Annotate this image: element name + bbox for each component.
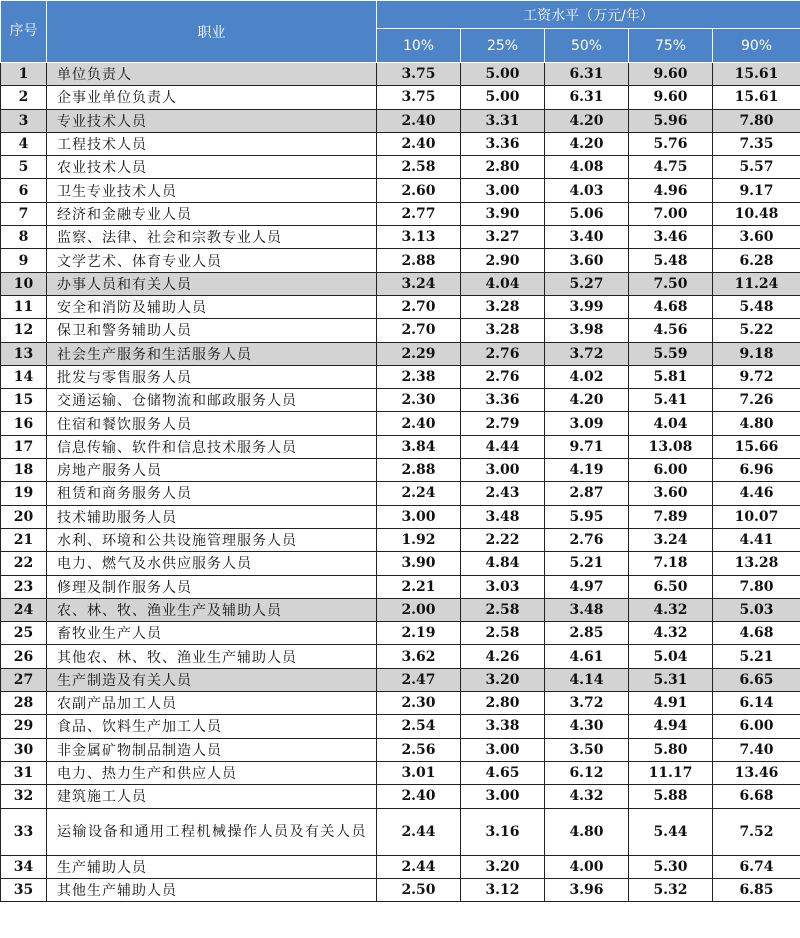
wage-value: 7.80 (713, 575, 800, 598)
table-body (1, 63, 800, 902)
row-seq: 32 (1, 785, 47, 808)
wage-value: 4.65 (461, 761, 545, 784)
percentile-header: 50% (545, 29, 629, 63)
table-row (1, 855, 800, 878)
table-row (1, 132, 800, 155)
wage-value: 3.60 (629, 482, 713, 505)
wage-value: 2.00 (377, 598, 461, 621)
wage-value: 15.61 (713, 86, 800, 109)
wage-value: 2.60 (377, 179, 461, 202)
wage-value: 6.12 (545, 761, 629, 784)
row-occupation: 运输设备和通用工程机械操作人员及有关人员 (47, 808, 377, 855)
row-seq: 30 (1, 738, 47, 761)
wage-value: 3.09 (545, 412, 629, 435)
wage-value: 4.56 (629, 319, 713, 342)
row-seq: 15 (1, 389, 47, 412)
wage-value: 2.76 (461, 342, 545, 365)
wage-value: 5.41 (629, 389, 713, 412)
wage-value: 4.20 (545, 109, 629, 132)
row-seq: 34 (1, 855, 47, 878)
wage-value: 4.75 (629, 156, 713, 179)
wage-value: 7.35 (713, 132, 800, 155)
wage-value: 2.76 (545, 528, 629, 551)
row-occupation: 卫生专业技术人员 (47, 179, 377, 202)
wage-value: 2.56 (377, 738, 461, 761)
wage-value: 2.44 (377, 808, 461, 855)
row-seq: 20 (1, 505, 47, 528)
row-occupation: 文学艺术、体育专业人员 (47, 249, 377, 272)
wage-value: 2.88 (377, 459, 461, 482)
wage-value: 3.48 (461, 505, 545, 528)
row-occupation: 房地产服务人员 (47, 459, 377, 482)
table-row (1, 272, 800, 295)
wage-value: 4.19 (545, 459, 629, 482)
table-row (1, 528, 800, 551)
row-occupation: 电力、燃气及水供应服务人员 (47, 552, 377, 575)
row-seq: 23 (1, 575, 47, 598)
wage-value: 3.03 (461, 575, 545, 598)
wage-value: 6.85 (713, 878, 800, 901)
wage-value: 7.89 (629, 505, 713, 528)
row-occupation: 经济和金融专业人员 (47, 202, 377, 225)
wage-value: 7.26 (713, 389, 800, 412)
wage-value: 2.43 (461, 482, 545, 505)
wage-value: 4.26 (461, 645, 545, 668)
row-seq: 6 (1, 179, 47, 202)
wage-level-header: 工资水平（万元/年） (377, 1, 800, 29)
wage-value: 4.08 (545, 156, 629, 179)
wage-value: 3.28 (461, 319, 545, 342)
wage-value: 3.46 (629, 226, 713, 249)
table-row (1, 179, 800, 202)
percentile-header: 10% (377, 29, 461, 63)
wage-value: 7.80 (713, 109, 800, 132)
wage-value: 4.32 (629, 598, 713, 621)
wage-value: 4.04 (461, 272, 545, 295)
wage-value: 7.00 (629, 202, 713, 225)
wage-value: 2.19 (377, 622, 461, 645)
wage-value: 3.72 (545, 692, 629, 715)
row-seq: 35 (1, 878, 47, 901)
row-seq: 10 (1, 272, 47, 295)
wage-value: 6.31 (545, 86, 629, 109)
wage-value: 4.94 (629, 715, 713, 738)
wage-value: 3.20 (461, 855, 545, 878)
wage-value: 2.40 (377, 785, 461, 808)
table-row (1, 575, 800, 598)
wage-value: 5.27 (545, 272, 629, 295)
wage-value: 2.80 (461, 156, 545, 179)
wage-value: 9.18 (713, 342, 800, 365)
wage-value: 3.96 (545, 878, 629, 901)
wage-value: 4.68 (629, 295, 713, 318)
wage-value: 3.48 (545, 598, 629, 621)
table-row (1, 692, 800, 715)
table-row (1, 63, 800, 86)
wage-value: 3.24 (629, 528, 713, 551)
wage-value: 13.08 (629, 435, 713, 458)
table-row (1, 389, 800, 412)
row-seq: 31 (1, 761, 47, 784)
wage-value: 2.24 (377, 482, 461, 505)
wage-value: 5.30 (629, 855, 713, 878)
wage-value: 3.75 (377, 86, 461, 109)
wage-value: 2.38 (377, 365, 461, 388)
wage-value: 2.80 (461, 692, 545, 715)
table-row (1, 319, 800, 342)
wage-value: 3.75 (377, 63, 461, 86)
table-row (1, 552, 800, 575)
table-row (1, 295, 800, 318)
wage-value: 5.04 (629, 645, 713, 668)
wage-value: 2.54 (377, 715, 461, 738)
wage-value: 5.80 (629, 738, 713, 761)
wage-value: 4.97 (545, 575, 629, 598)
wage-value: 3.40 (545, 226, 629, 249)
wage-value: 4.14 (545, 668, 629, 691)
table-row (1, 342, 800, 365)
wage-value: 4.80 (713, 412, 800, 435)
table-row (1, 738, 800, 761)
wage-value: 4.80 (545, 808, 629, 855)
row-seq: 11 (1, 295, 47, 318)
wage-value: 5.95 (545, 505, 629, 528)
wage-value: 4.41 (713, 528, 800, 551)
wage-value: 3.60 (713, 226, 800, 249)
wage-value: 2.30 (377, 389, 461, 412)
wage-value: 3.00 (461, 179, 545, 202)
wage-value: 2.40 (377, 109, 461, 132)
wage-value: 4.20 (545, 389, 629, 412)
table-row (1, 156, 800, 179)
wage-value: 10.48 (713, 202, 800, 225)
wage-value: 2.58 (461, 598, 545, 621)
row-seq: 3 (1, 109, 47, 132)
wage-value: 2.30 (377, 692, 461, 715)
wage-value: 1.92 (377, 528, 461, 551)
row-occupation: 水利、环境和公共设施管理服务人员 (47, 528, 377, 551)
wage-value: 11.17 (629, 761, 713, 784)
row-occupation: 交通运输、仓储物流和邮政服务人员 (47, 389, 377, 412)
wage-value: 3.01 (377, 761, 461, 784)
wage-value: 7.52 (713, 808, 800, 855)
wage-value: 3.38 (461, 715, 545, 738)
row-seq: 22 (1, 552, 47, 575)
row-occupation: 农、林、牧、渔业生产及辅助人员 (47, 598, 377, 621)
wage-value: 3.50 (545, 738, 629, 761)
row-occupation: 生产辅助人员 (47, 855, 377, 878)
table-row (1, 109, 800, 132)
wage-value: 2.47 (377, 668, 461, 691)
wage-value: 2.77 (377, 202, 461, 225)
wage-value: 2.40 (377, 132, 461, 155)
wage-value: 6.00 (713, 715, 800, 738)
wage-value: 3.00 (461, 738, 545, 761)
wage-value: 9.17 (713, 179, 800, 202)
row-occupation: 安全和消防及辅助人员 (47, 295, 377, 318)
wage-value: 13.46 (713, 761, 800, 784)
wage-value: 6.28 (713, 249, 800, 272)
wage-value: 4.44 (461, 435, 545, 458)
wage-value: 3.12 (461, 878, 545, 901)
wage-value: 2.40 (377, 412, 461, 435)
wage-value: 5.81 (629, 365, 713, 388)
occupation-header: 职业 (47, 1, 377, 63)
row-occupation: 工程技术人员 (47, 132, 377, 155)
row-seq: 4 (1, 132, 47, 155)
row-seq: 21 (1, 528, 47, 551)
wage-value: 4.20 (545, 132, 629, 155)
row-occupation: 社会生产服务和生活服务人员 (47, 342, 377, 365)
row-occupation: 保卫和警务辅助人员 (47, 319, 377, 342)
wage-value: 3.28 (461, 295, 545, 318)
wage-value: 3.90 (377, 552, 461, 575)
wage-value: 4.32 (545, 785, 629, 808)
row-seq: 8 (1, 226, 47, 249)
table-row (1, 715, 800, 738)
wage-value: 5.31 (629, 668, 713, 691)
row-seq: 19 (1, 482, 47, 505)
table-row (1, 505, 800, 528)
row-seq: 26 (1, 645, 47, 668)
table-row (1, 482, 800, 505)
row-seq: 29 (1, 715, 47, 738)
wage-value: 4.00 (545, 855, 629, 878)
row-seq: 7 (1, 202, 47, 225)
wage-value: 7.50 (629, 272, 713, 295)
wage-value: 2.44 (377, 855, 461, 878)
wage-value: 2.29 (377, 342, 461, 365)
wage-value: 7.40 (713, 738, 800, 761)
wage-value: 6.31 (545, 63, 629, 86)
wage-value: 3.98 (545, 319, 629, 342)
row-occupation: 其他农、林、牧、渔业生产辅助人员 (47, 645, 377, 668)
table-row (1, 645, 800, 668)
wage-value: 2.79 (461, 412, 545, 435)
wage-value: 4.30 (545, 715, 629, 738)
table-row (1, 598, 800, 621)
wage-value: 5.76 (629, 132, 713, 155)
wage-value: 2.85 (545, 622, 629, 645)
wage-value: 6.74 (713, 855, 800, 878)
row-occupation: 农副产品加工人员 (47, 692, 377, 715)
wage-value: 3.99 (545, 295, 629, 318)
wage-value: 2.50 (377, 878, 461, 901)
row-seq: 12 (1, 319, 47, 342)
wage-value: 5.06 (545, 202, 629, 225)
row-occupation: 信息传输、软件和信息技术服务人员 (47, 435, 377, 458)
table-row (1, 365, 800, 388)
wage-value: 2.58 (461, 622, 545, 645)
row-occupation: 住宿和餐饮服务人员 (47, 412, 377, 435)
wage-value: 3.72 (545, 342, 629, 365)
row-occupation: 建筑施工人员 (47, 785, 377, 808)
row-occupation: 企事业单位负责人 (47, 86, 377, 109)
percentile-header: 90% (713, 29, 800, 63)
wage-value: 9.60 (629, 63, 713, 86)
wage-value: 6.00 (629, 459, 713, 482)
wage-value: 2.88 (377, 249, 461, 272)
row-occupation: 监察、法律、社会和宗教专业人员 (47, 226, 377, 249)
row-occupation: 办事人员和有关人员 (47, 272, 377, 295)
wage-value: 5.96 (629, 109, 713, 132)
row-seq: 25 (1, 622, 47, 645)
wage-value: 3.36 (461, 389, 545, 412)
row-occupation: 食品、饮料生产加工人员 (47, 715, 377, 738)
wage-value: 2.21 (377, 575, 461, 598)
wage-value: 4.91 (629, 692, 713, 715)
wage-value: 3.62 (377, 645, 461, 668)
wage-value: 2.22 (461, 528, 545, 551)
table-row (1, 435, 800, 458)
wage-value: 2.87 (545, 482, 629, 505)
wage-value: 4.84 (461, 552, 545, 575)
table-row (1, 878, 800, 901)
wage-value: 9.72 (713, 365, 800, 388)
table-row (1, 808, 800, 855)
row-occupation: 其他生产辅助人员 (47, 878, 377, 901)
table-row (1, 459, 800, 482)
row-seq: 16 (1, 412, 47, 435)
wage-value: 3.00 (377, 505, 461, 528)
wage-value: 5.32 (629, 878, 713, 901)
wage-value: 9.60 (629, 86, 713, 109)
table-row (1, 785, 800, 808)
table-row (1, 668, 800, 691)
wage-value: 7.18 (629, 552, 713, 575)
wage-value: 5.00 (461, 63, 545, 86)
table-row (1, 202, 800, 225)
wage-value: 4.46 (713, 482, 800, 505)
wage-value: 2.70 (377, 295, 461, 318)
row-occupation: 单位负责人 (47, 63, 377, 86)
row-occupation: 生产制造及有关人员 (47, 668, 377, 691)
row-seq: 27 (1, 668, 47, 691)
row-seq: 28 (1, 692, 47, 715)
row-seq: 24 (1, 598, 47, 621)
wage-value: 2.76 (461, 365, 545, 388)
wage-value: 4.04 (629, 412, 713, 435)
wage-value: 3.27 (461, 226, 545, 249)
wage-value: 4.96 (629, 179, 713, 202)
percentile-header: 25% (461, 29, 545, 63)
wage-value: 3.36 (461, 132, 545, 155)
row-occupation: 电力、热力生产和供应人员 (47, 761, 377, 784)
wage-value: 2.70 (377, 319, 461, 342)
row-occupation: 非金属矿物制品制造人员 (47, 738, 377, 761)
wage-value: 3.31 (461, 109, 545, 132)
wage-value: 5.48 (713, 295, 800, 318)
row-occupation: 修理及制作服务人员 (47, 575, 377, 598)
row-occupation: 畜牧业生产人员 (47, 622, 377, 645)
wage-value: 6.68 (713, 785, 800, 808)
wage-value: 13.28 (713, 552, 800, 575)
table-row (1, 249, 800, 272)
wage-value: 3.84 (377, 435, 461, 458)
row-seq: 18 (1, 459, 47, 482)
seq-header: 序号 (1, 1, 47, 63)
wage-value: 5.22 (713, 319, 800, 342)
table-row (1, 412, 800, 435)
row-seq: 17 (1, 435, 47, 458)
wage-value: 3.90 (461, 202, 545, 225)
wage-value: 5.00 (461, 86, 545, 109)
row-occupation: 专业技术人员 (47, 109, 377, 132)
table-row (1, 761, 800, 784)
wage-value: 3.00 (461, 785, 545, 808)
wage-value: 3.24 (377, 272, 461, 295)
wage-value: 3.60 (545, 249, 629, 272)
wage-value: 10.07 (713, 505, 800, 528)
row-seq: 9 (1, 249, 47, 272)
wage-value: 4.61 (545, 645, 629, 668)
wage-value: 11.24 (713, 272, 800, 295)
table-row (1, 86, 800, 109)
wage-value: 15.66 (713, 435, 800, 458)
wage-value: 6.50 (629, 575, 713, 598)
row-occupation: 批发与零售服务人员 (47, 365, 377, 388)
row-seq: 2 (1, 86, 47, 109)
wage-value: 2.90 (461, 249, 545, 272)
wage-value: 3.16 (461, 808, 545, 855)
wage-value: 4.68 (713, 622, 800, 645)
wage-value: 5.03 (713, 598, 800, 621)
row-seq: 33 (1, 808, 47, 855)
row-occupation: 农业技术人员 (47, 156, 377, 179)
wage-value: 4.32 (629, 622, 713, 645)
wage-value: 5.59 (629, 342, 713, 365)
wage-value: 3.00 (461, 459, 545, 482)
row-seq: 5 (1, 156, 47, 179)
row-seq: 1 (1, 63, 47, 86)
wage-value: 5.48 (629, 249, 713, 272)
row-seq: 13 (1, 342, 47, 365)
row-occupation: 租赁和商务服务人员 (47, 482, 377, 505)
wage-value: 3.13 (377, 226, 461, 249)
wage-value: 4.02 (545, 365, 629, 388)
wage-value: 4.03 (545, 179, 629, 202)
wage-value: 5.21 (545, 552, 629, 575)
wage-value: 5.57 (713, 156, 800, 179)
wage-value: 3.20 (461, 668, 545, 691)
wage-value: 2.58 (377, 156, 461, 179)
wage-value: 6.65 (713, 668, 800, 691)
wage-value: 15.61 (713, 63, 800, 86)
wage-value: 9.71 (545, 435, 629, 458)
wage-value: 5.44 (629, 808, 713, 855)
wage-value: 5.88 (629, 785, 713, 808)
table-row (1, 226, 800, 249)
table-row (1, 622, 800, 645)
wage-value: 5.21 (713, 645, 800, 668)
wage-value: 6.96 (713, 459, 800, 482)
wage-value: 6.14 (713, 692, 800, 715)
percentile-header: 75% (629, 29, 713, 63)
row-occupation: 技术辅助服务人员 (47, 505, 377, 528)
row-seq: 14 (1, 365, 47, 388)
